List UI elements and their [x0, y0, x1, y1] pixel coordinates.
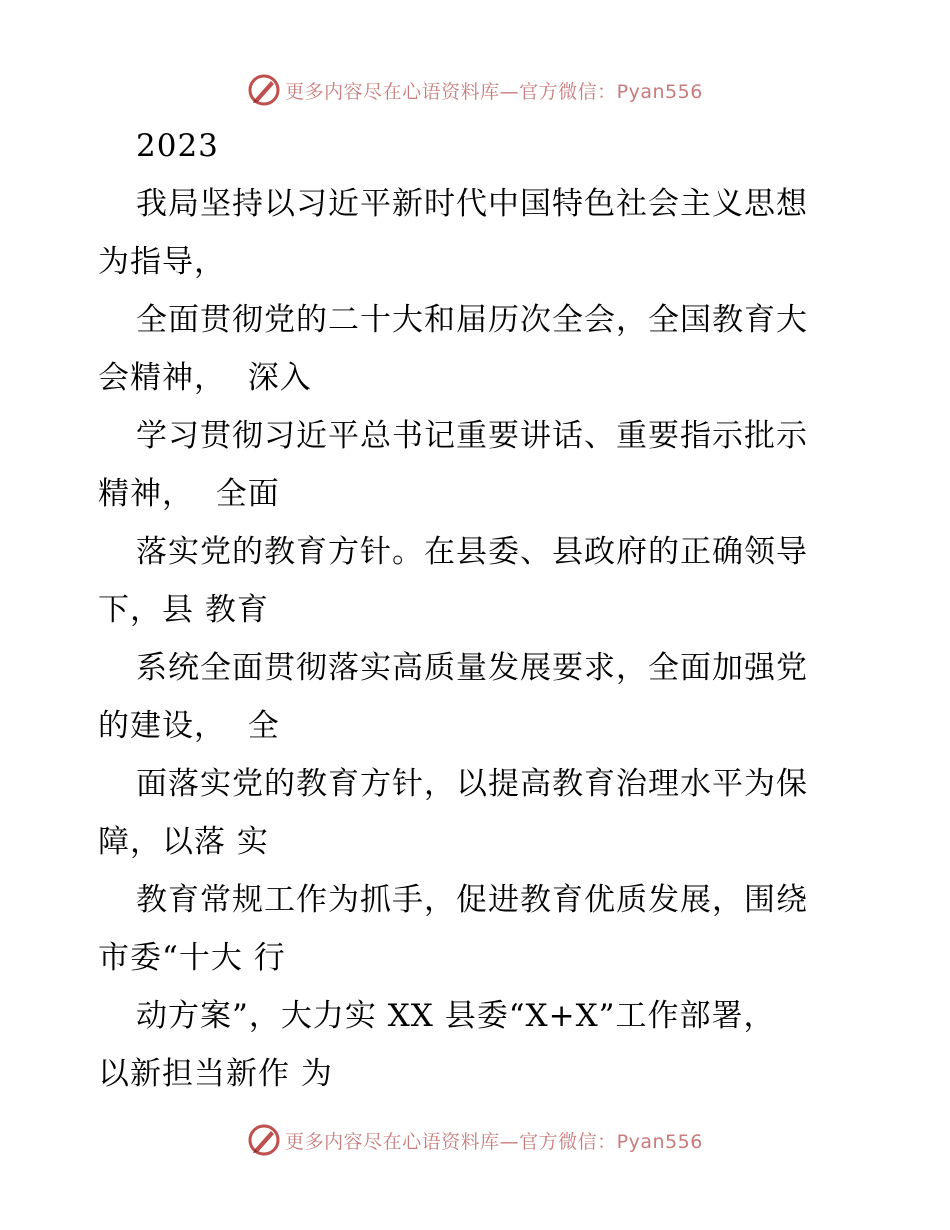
body-line: 面落实党的教育方针，以提高教育治理水平为保 — [136, 766, 808, 802]
body-line: 我局坚持以习近平新时代中国特色社会主义思想 — [136, 186, 808, 222]
body-line: 教育常规工作为抓手，促进教育优质发展，围绕 — [136, 882, 808, 918]
body-line: 学习贯彻习近平总书记重要讲话、重要指示批示 — [136, 418, 808, 454]
body-line: 障，以落 实 — [98, 824, 269, 860]
watermark-text: 更多内容尽在心语资料库—官方微信：Pyan556 — [285, 1130, 703, 1153]
body-line: 动方案”，大力实 XX 县委“X+X”工作部署， — [136, 998, 776, 1034]
body-line: 精神， 全面 — [98, 476, 280, 512]
footer-watermark — [0, 1120, 950, 1160]
body-line: 的建设， 全 — [98, 708, 280, 744]
body-line: 2023 — [136, 128, 219, 164]
pen-logo-icon — [247, 1123, 281, 1157]
watermark-text: 更多内容尽在心语资料库—官方微信：Pyan556 — [285, 80, 703, 103]
body-line: 为指导， — [98, 244, 226, 280]
body-line: 市委“十大 行 — [98, 940, 286, 976]
body-line: 全面贯彻党的二十大和届历次全会，全国教育大 — [136, 302, 808, 338]
body-line: 系统全面贯彻落实高质量发展要求，全面加强党 — [136, 650, 808, 686]
body-line: 以新担当新作 为 — [98, 1056, 333, 1092]
body-line: 会精神， 深入 — [98, 360, 312, 396]
body-line: 下，县 教育 — [98, 592, 269, 628]
body-line: 落实党的教育方针。在县委、县政府的正确领导 — [136, 534, 808, 570]
